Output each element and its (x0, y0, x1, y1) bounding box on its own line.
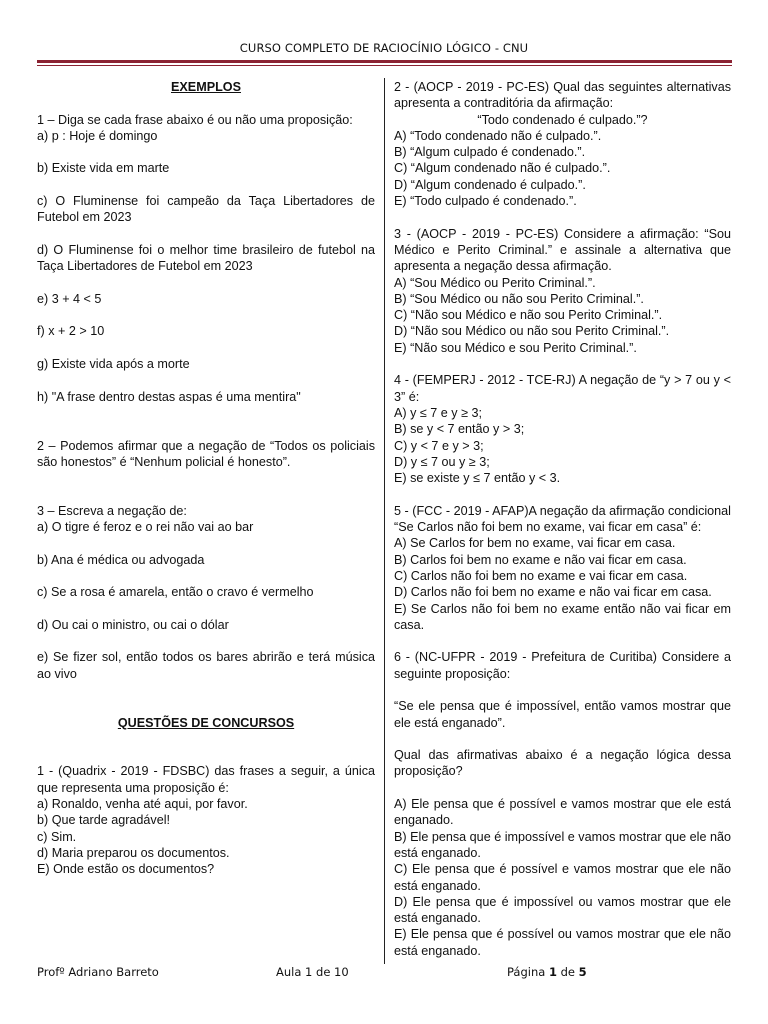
text-line: g) Existe vida após a morte (37, 357, 190, 372)
contests-heading: QUESTÕES DE CONCURSOS (117, 715, 295, 730)
answer-option: B) Carlos foi bem no exame e não vai ficar em casa. (394, 552, 687, 567)
text-line (37, 421, 375, 437)
header-rule-thick (37, 60, 732, 63)
header-rule-thin (37, 65, 732, 66)
q6-options (394, 796, 731, 959)
text-line (37, 682, 375, 698)
right-column (394, 79, 731, 959)
text-line (37, 144, 375, 160)
answer-option: E) se existe y ≤ 7 então y < 3. (394, 471, 561, 486)
text-line (37, 177, 375, 193)
text-line (37, 226, 375, 242)
text-line: E) Onde estão os documentos? (37, 862, 215, 877)
text-line: c) O Fluminense foi campeão da Taça Libertadores de Futebol em 2023 (37, 194, 375, 225)
q4-intro: 4 - (FEMPERJ - 2012 - TCE-RJ) A negação de “y > 7 ou y < 3” é: (394, 373, 731, 404)
answer-option: A) Ele pensa que é possível e vamos mostrar que ele está enganado. (394, 797, 731, 828)
text-line: c) Se a rosa é amarela, então o cravo é vermelho (37, 585, 314, 600)
text-line (37, 698, 375, 714)
q2-options (394, 128, 731, 209)
q6-intro: 6 - (NC-UFPR - 2019 - Prefeitura de Curitiba) Considere a seguinte proposição: (394, 650, 731, 681)
text-line (37, 633, 375, 649)
q3-intro: 3 - (AOCP - 2019 - PC-ES) Considere a afirmação: “Sou Médico e Perito Criminal.” e assinale a alternativa que apresenta a negação dessa afirmação. (394, 226, 731, 274)
footer-page: Página 1 de 5 (507, 965, 587, 979)
document-footer (37, 965, 732, 983)
answer-option: C) “Não sou Médico e não sou Perito Criminal.”. (394, 308, 663, 323)
answer-option: E) Ele pensa que é possível ou vamos mostrar que ele não está enganado. (394, 927, 731, 958)
answer-option: D) “Não sou Médico ou não sou Perito Criminal.”. (394, 324, 670, 339)
answer-option: C) Ele pensa que é possível e vamos mostrar que ele não está enganado. (394, 862, 731, 893)
answer-option: E) “Não sou Médico e sou Perito Criminal.”. (394, 340, 637, 355)
text-line (37, 535, 375, 551)
text-line: 1 – Diga se cada frase abaixo é ou não uma proposição: (37, 112, 353, 127)
examples-heading: EXEMPLOS (171, 80, 241, 94)
text-line (37, 405, 375, 421)
text-line (37, 747, 375, 763)
text-line (37, 568, 375, 584)
answer-option: D) Ele pensa que é impossível ou vamos mostrar que ele está enganado. (394, 894, 731, 926)
text-line (37, 470, 375, 486)
answer-option: A) y ≤ 7 e y ≥ 3; (394, 405, 483, 420)
text-line: a) Ronaldo, venha até aqui, por favor. (37, 797, 248, 812)
text-line: b) Ana é médica ou advogada (37, 552, 205, 567)
text-line (37, 486, 375, 502)
text-line: b) Que tarde agradável! (37, 813, 171, 828)
answer-option: E) “Todo culpado é condenado.”. (394, 194, 577, 209)
q3-options (394, 275, 731, 356)
answer-option: B) “Algum culpado é condenado.”. (394, 145, 586, 160)
answer-option: B) “Sou Médico ou não sou Perito Criminal.”. (394, 291, 644, 306)
text-line (37, 340, 375, 356)
text-line: f) x + 2 > 10 (37, 324, 105, 339)
q2-statement: “Todo condenado é culpado.”? (477, 112, 648, 127)
answer-option: D) Carlos não foi bem no exame e não vai ficar em casa. (394, 585, 712, 600)
answer-option: C) Carlos não foi bem no exame e vai ficar em casa. (394, 568, 688, 583)
text-line (37, 307, 375, 323)
text-line: h) "A frase dentro destas aspas é uma mentira" (37, 389, 301, 404)
text-line: a) O tigre é feroz e o rei não vai ao bar (37, 520, 254, 535)
text-line: e) Se fizer sol, então todos os bares abrirão e terá música ao vivo (37, 650, 375, 681)
document-header: CURSO COMPLETO DE RACIOCÍNIO LÓGICO - CNU (239, 41, 529, 55)
text-line (37, 731, 375, 747)
footer-author: Profº Adriano Barreto (37, 965, 159, 979)
answer-option: A) Se Carlos for bem no exame, vai ficar em casa. (394, 536, 676, 551)
answer-option: C) y < 7 e y > 3; (394, 438, 484, 453)
text-line (37, 601, 375, 617)
text-line: d) Maria preparou os documentos. (37, 845, 230, 860)
column-divider (384, 78, 385, 964)
text-line: 2 – Podemos afirmar que a negação de “Todos os policiais são honestos” é “Nenhum policial é honesto”. (37, 438, 375, 469)
q5-options (394, 535, 731, 633)
answer-option: A) “Sou Médico ou Perito Criminal.”. (394, 275, 596, 290)
text-line (37, 275, 375, 291)
examples-list (37, 112, 375, 715)
text-line: d) O Fluminense foi o melhor time brasileiro de futebol na Taça Libertadores de Futebol em 2023 (37, 242, 375, 274)
answer-option: A) “Todo condenado não é culpado.”. (394, 128, 602, 143)
answer-option: E) Se Carlos não foi bem no exame então não vai ficar em casa. (394, 601, 731, 632)
text-line: 3 – Escreva a negação de: (37, 503, 187, 518)
answer-option: D) y ≤ 7 ou y ≥ 3; (394, 454, 490, 469)
contest-questions (37, 731, 375, 878)
text-line (37, 372, 375, 388)
answer-option: B) Ele pensa que é impossível e vamos mostrar que ele não está enganado. (394, 829, 731, 860)
answer-option: D) “Algum condenado é culpado.”. (394, 177, 586, 192)
text-line: a) p : Hoje é domingo (37, 128, 158, 143)
text-line: b) Existe vida em marte (37, 161, 170, 176)
text-line: d) Ou cai o ministro, ou cai o dólar (37, 617, 229, 632)
text-line: c) Sim. (37, 829, 77, 844)
q2-intro: 2 - (AOCP - 2019 - PC-ES) Qual das seguintes alternativas apresenta a contraditória da afirmação: (394, 80, 731, 111)
q4-options (394, 405, 731, 486)
q5-intro: 5 - (FCC - 2019 - AFAP)A negação da afirmação condicional “Se Carlos não foi bem no exame, vai ficar em casa” é: (394, 503, 731, 535)
answer-option: C) “Algum condenado não é culpado.”. (394, 161, 611, 176)
text-line: 1 - (Quadrix - 2019 - FDSBC) das frases a seguir, a única que representa uma proposição é: (37, 764, 375, 795)
q6-statement: “Se ele pensa que é impossível, então vamos mostrar que ele está enganado”. (394, 699, 731, 730)
text-line: e) 3 + 4 < 5 (37, 291, 102, 306)
answer-option: B) se y < 7 então y > 3; (394, 422, 525, 437)
footer-lesson: Aula 1 de 10 (276, 965, 349, 979)
left-column (37, 79, 375, 878)
q6-question: Qual das afirmativas abaixo é a negação lógica dessa proposição? (394, 748, 731, 779)
